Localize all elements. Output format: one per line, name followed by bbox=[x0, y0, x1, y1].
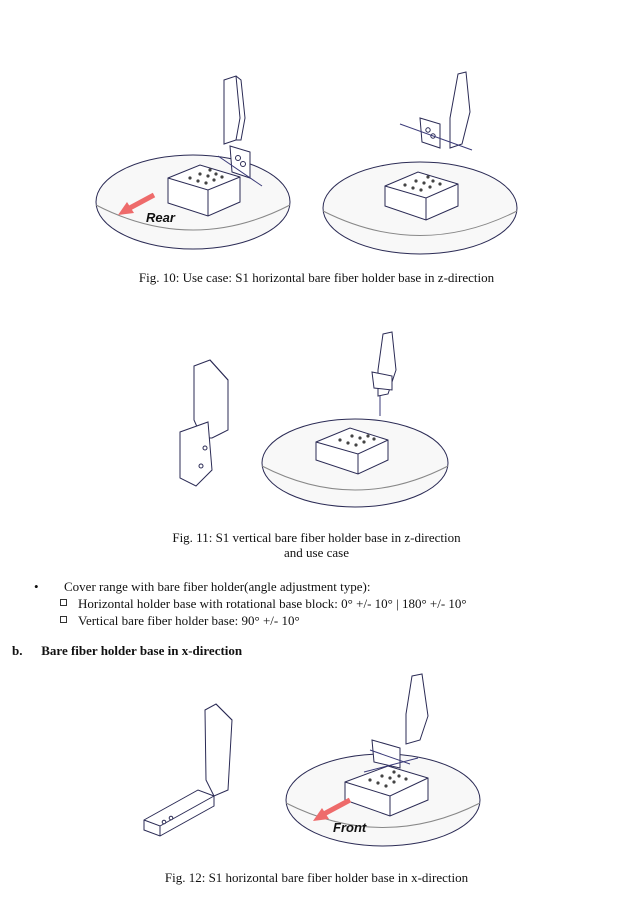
section-number: b. bbox=[12, 643, 23, 658]
square-bullet-icon bbox=[60, 599, 67, 606]
figure-10-illustration bbox=[0, 60, 633, 260]
figure-12-caption: Fig. 12: S1 horizontal bare fiber holder base in x-direction bbox=[164, 870, 469, 885]
figure-11-caption-line2: and use case bbox=[284, 545, 349, 560]
bullet-item bbox=[34, 578, 467, 595]
left-fiber-holder bbox=[224, 76, 240, 144]
bullet-text: Cover range with bare fiber holder(angle adjustment type): bbox=[64, 579, 371, 594]
sub-bullet-item bbox=[34, 612, 467, 629]
section-heading bbox=[12, 643, 242, 659]
bullet-marker: • bbox=[34, 579, 39, 594]
square-bullet-icon bbox=[60, 616, 67, 623]
front-label: Front bbox=[333, 820, 367, 835]
cover-range-list bbox=[34, 578, 467, 629]
section-title: Bare fiber holder base in x-direction bbox=[41, 643, 243, 658]
sub-bullet-text: Vertical bare fiber holder base: 90° +/- 10° bbox=[78, 613, 300, 628]
figure-11-illustration bbox=[0, 330, 633, 525]
mounted-holder bbox=[406, 674, 428, 744]
sub-bullet-item bbox=[34, 595, 467, 612]
right-fiber-holder bbox=[450, 72, 470, 148]
l-shaped-holder-part bbox=[205, 704, 232, 796]
rear-label: Rear bbox=[146, 210, 175, 225]
figure-12-illustration bbox=[0, 668, 633, 858]
figure-11-caption-line1: Fig. 11: S1 vertical bare fiber holder base in z-direction bbox=[172, 530, 461, 545]
sub-bullet-text: Horizontal holder base with rotational base block: 0° +/- 10° | 180° +/- 10° bbox=[78, 596, 467, 611]
figure-10-caption: Fig. 10: Use case: S1 horizontal bare fiber holder base in z-direction bbox=[138, 270, 495, 285]
